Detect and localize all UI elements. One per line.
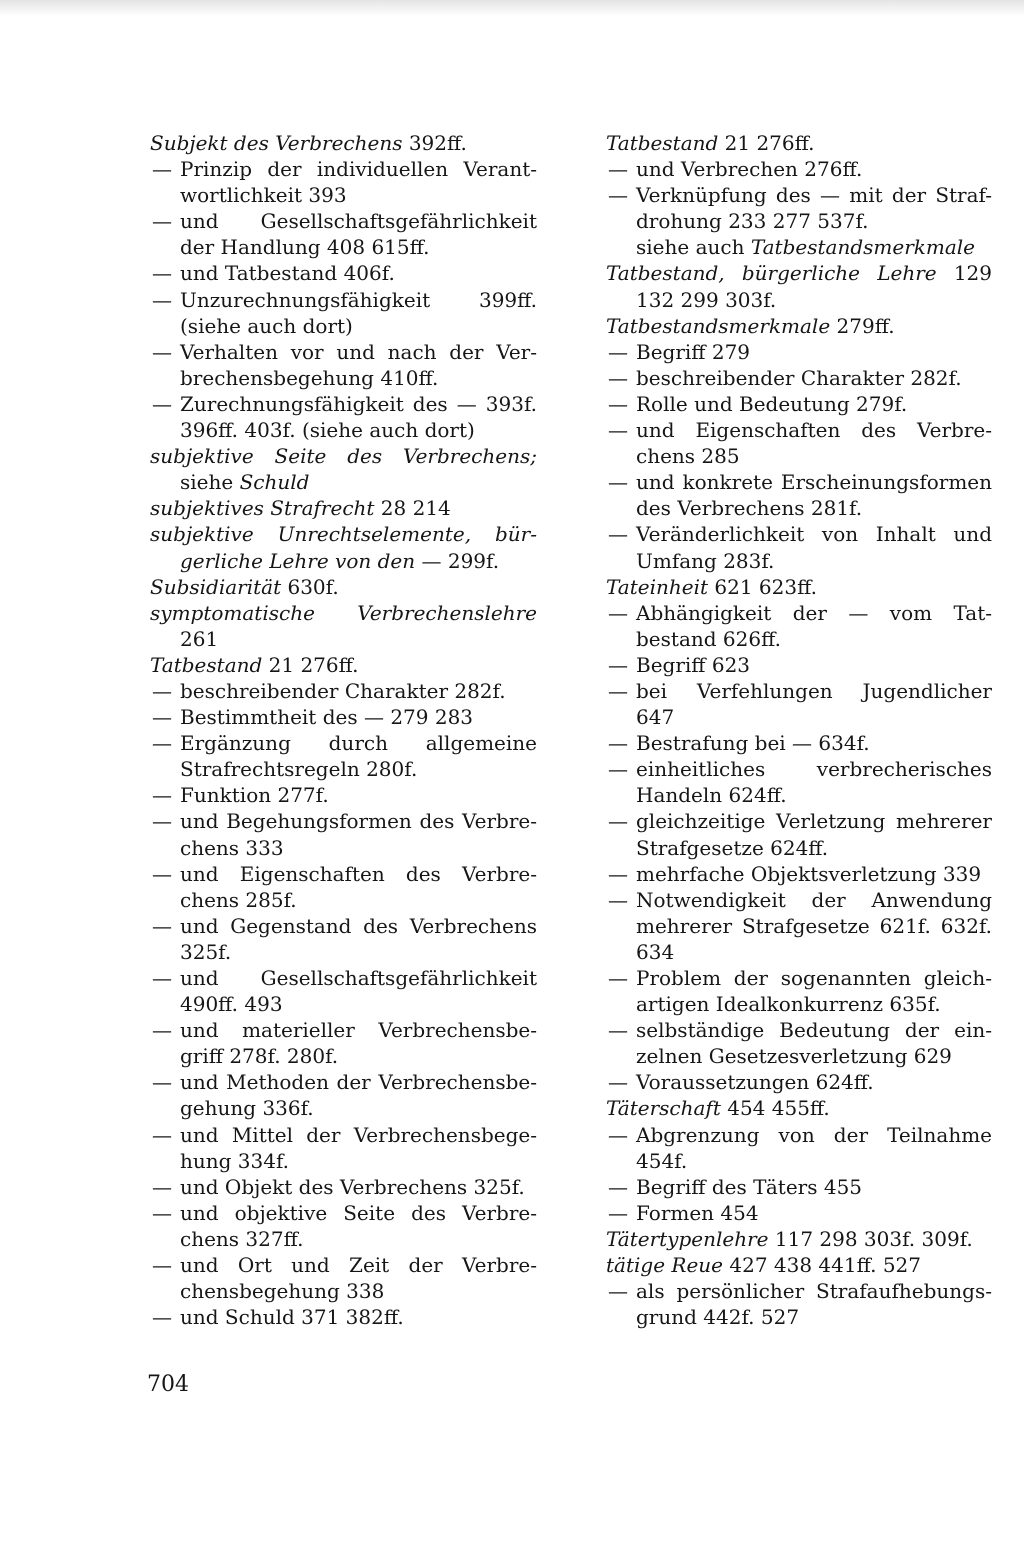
index-continuation-line	[606, 782, 992, 808]
index-subentry-line	[606, 600, 992, 626]
subentry-dash: —	[608, 365, 628, 390]
line-text	[150, 522, 537, 546]
index-term: Täterschaft	[606, 1096, 721, 1121]
index-continuation-line	[606, 1148, 992, 1174]
index-term: Tätertypenlehre	[606, 1226, 769, 1251]
index-entry-line	[150, 521, 537, 547]
index-continuation-line	[150, 313, 537, 339]
index-continuation-line	[150, 1148, 537, 1174]
index-see-also-line	[606, 234, 992, 260]
entry-text: grund 442f. 527	[636, 1305, 800, 1330]
subentry-dash: —	[152, 861, 172, 886]
index-continuation-line	[150, 1043, 537, 1069]
index-subentry-line	[150, 782, 537, 808]
entry-text: Ergänzung durch allgemeine	[180, 731, 537, 756]
index-subentry-line	[606, 521, 992, 547]
subentry-dash: —	[152, 705, 172, 730]
index-subentry-line	[150, 1017, 537, 1043]
subentry-dash: —	[152, 391, 172, 416]
index-subentry-line	[150, 1122, 537, 1148]
index-term: Tatbestand	[150, 652, 263, 677]
line-text	[606, 261, 992, 285]
line-text	[606, 575, 817, 599]
entry-text: Voraussetzungen 624ff.	[636, 1070, 874, 1095]
index-subentry-line	[606, 1122, 992, 1148]
line-text	[606, 1096, 830, 1120]
index-subentry-line	[150, 913, 537, 939]
subentry-dash: —	[608, 391, 628, 416]
line-text	[606, 1253, 921, 1277]
entry-text: und Mittel der Verbrechensbege-	[180, 1122, 537, 1147]
index-subentry-line	[606, 1069, 992, 1095]
index-term: subjektives Strafrecht	[150, 496, 375, 521]
entry-text: 454f.	[636, 1148, 688, 1173]
subentry-dash: —	[608, 1200, 628, 1225]
entry-text: und Ort und Zeit der Verbre-	[180, 1253, 537, 1278]
subentry-dash: —	[608, 757, 628, 782]
line-text	[150, 131, 467, 155]
entry-text: Begriff 279	[636, 339, 751, 364]
subentry-dash: —	[608, 418, 628, 443]
index-subentry-line	[606, 1017, 992, 1043]
line-text	[636, 235, 975, 259]
subentry-dash: —	[608, 1070, 628, 1095]
index-term: tätige Reue	[606, 1253, 724, 1278]
subentry-dash: —	[152, 809, 172, 834]
entry-text: 454 455ff.	[720, 1096, 830, 1121]
index-entry-line	[606, 1226, 992, 1252]
subentry-dash: —	[608, 157, 628, 182]
entry-text: Rolle und Bedeutung 279f.	[636, 391, 908, 416]
entry-text: chens 327ff.	[180, 1226, 304, 1251]
index-term: symptomatische Verbrechenslehre	[150, 600, 537, 625]
subentry-dash: —	[608, 339, 628, 364]
index-continuation-line	[606, 287, 992, 313]
index-subentry-line	[150, 287, 537, 313]
index-subentry-line	[150, 1200, 537, 1226]
index-term: Tatbestandsmerkmale	[606, 313, 831, 338]
entry-text: 325f.	[180, 939, 232, 964]
entry-text: 261	[180, 626, 219, 651]
entry-text: Veränderlichkeit von Inhalt und	[636, 522, 992, 547]
entry-text: mehrfache Objektsverletzung 339	[636, 861, 982, 886]
entry-text: 634	[636, 939, 675, 964]
entry-text: und Methoden der Verbrechensbe-	[180, 1070, 537, 1095]
line-text	[606, 1227, 973, 1251]
line-text	[150, 496, 451, 520]
entry-text: gleichzeitige Verletzung mehrerer	[636, 809, 992, 834]
index-subentry-line	[606, 678, 992, 704]
index-subentry-line	[150, 1304, 537, 1330]
subentry-dash: —	[608, 600, 628, 625]
index-term: subjektive Unrechtselemente, bür-	[150, 522, 537, 547]
index-subentry-line	[150, 1252, 537, 1278]
index-subentry-line	[150, 704, 537, 730]
entry-text: einheitliches verbrecherisches	[636, 757, 992, 782]
entry-text: 630f.	[281, 574, 339, 599]
subentry-dash: —	[608, 809, 628, 834]
index-subentry-line	[150, 260, 537, 286]
index-subentry-line	[606, 861, 992, 887]
entry-text: 21 276ff.	[262, 652, 359, 677]
entry-text: chens 333	[180, 835, 284, 860]
entry-text: Verknüpfung des — mit der Straf-	[636, 183, 992, 208]
entry-text: siehe	[180, 470, 240, 495]
entry-text: und Gegenstand des Verbrechens	[180, 913, 537, 938]
entry-text: und Begehungsformen des Verbre-	[180, 809, 537, 834]
entry-text: 490ff. 493	[180, 992, 283, 1017]
subentry-dash: —	[152, 966, 172, 990]
index-subentry-line	[150, 391, 537, 417]
subentry-dash: —	[608, 731, 628, 756]
scan-edge	[0, 0, 1024, 16]
index-subentry-line	[150, 1069, 537, 1095]
index-term: gerliche Lehre von den	[180, 548, 416, 573]
entry-text: 132 299 303f.	[636, 287, 777, 312]
subentry-dash: —	[608, 1279, 628, 1304]
entry-text: und Eigenschaften des Verbre-	[636, 418, 992, 443]
index-continuation-line	[606, 835, 992, 861]
index-subentry-line	[606, 365, 992, 391]
index-subentry-line	[606, 1174, 992, 1200]
index-continuation-line	[150, 1095, 537, 1121]
entry-text: Bestrafung bei — 634f.	[636, 731, 870, 756]
entry-text: und Gesellschaftsgefährlichkeit	[180, 209, 537, 234]
index-entry-line	[150, 600, 537, 626]
index-subentry-line	[606, 887, 992, 913]
index-entry-line	[606, 1252, 992, 1278]
entry-text: griff 278f. 280f.	[180, 1044, 339, 1069]
index-subentry-line	[606, 808, 992, 834]
entry-text: Handeln 624ff.	[636, 783, 787, 808]
index-entry-line	[606, 1095, 992, 1121]
subentry-dash: —	[152, 783, 172, 808]
entry-text: hung 334f.	[180, 1148, 290, 1173]
index-entry-line	[606, 313, 992, 339]
entry-text: und konkrete Erscheinungsformen	[636, 470, 992, 495]
index-continuation-line	[150, 991, 537, 1017]
entry-text: 28 214	[374, 496, 451, 521]
index-continuation-line	[150, 234, 537, 260]
index-subentry-line	[606, 156, 992, 182]
entry-text: 427 438 441ff. 527	[723, 1253, 921, 1278]
entry-text: Begriff 623	[636, 652, 751, 677]
entry-text: des Verbrechens 281f.	[636, 496, 863, 521]
index-term: Tatbestand, bürgerliche Lehre	[606, 261, 937, 286]
entry-text: Abhängigkeit der — vom Tat-	[636, 600, 992, 625]
index-subentry-line	[150, 861, 537, 887]
line-text	[180, 549, 499, 573]
index-subentry-line	[606, 1200, 992, 1226]
entry-text: Formen 454	[636, 1200, 759, 1225]
entry-text: und materieller Verbrechensbe-	[180, 1018, 537, 1043]
entry-text: 647	[636, 705, 675, 730]
subentry-dash: —	[608, 470, 628, 495]
subentry-dash: —	[152, 287, 172, 312]
entry-text: Bestimmtheit des — 279 283	[180, 705, 474, 730]
entry-text: Notwendigkeit der Anwendung	[636, 887, 992, 912]
subentry-dash: —	[152, 1305, 172, 1330]
index-continuation-line	[150, 417, 537, 443]
subentry-dash: —	[152, 913, 172, 938]
index-continuation-line	[606, 1043, 992, 1069]
line-text	[150, 653, 359, 677]
index-continuation-line	[150, 887, 537, 913]
index-subentry-line	[150, 156, 537, 182]
index-continuation-line	[606, 1304, 992, 1330]
index-entry-line	[606, 574, 992, 600]
index-subentry-line	[150, 339, 537, 365]
index-continuation-line	[606, 991, 992, 1017]
entry-text: gehung 336f.	[180, 1096, 314, 1121]
entry-text: und Eigenschaften des Verbre-	[180, 861, 537, 886]
entry-text: 279ff.	[830, 313, 895, 338]
entry-text: Funktion 277f.	[180, 783, 329, 808]
index-continuation-line	[606, 939, 992, 965]
index-continuation-line	[150, 469, 537, 495]
index-subentry-line	[150, 1174, 537, 1200]
index-entry-line	[150, 652, 537, 678]
entry-text: bestand 626ff.	[636, 626, 781, 651]
index-entry-line	[150, 495, 537, 521]
subentry-dash: —	[152, 1018, 172, 1043]
subentry-dash: —	[152, 339, 172, 364]
entry-text: der Handlung 408 615ff.	[180, 235, 430, 260]
subentry-dash: —	[152, 157, 172, 182]
index-subentry-line	[150, 678, 537, 704]
index-subentry-line	[150, 208, 537, 234]
index-term: Subjekt des Verbrechens	[150, 131, 403, 155]
entry-text: 21 276ff.	[718, 131, 815, 155]
entry-text: als persönlicher Strafaufhebungs-	[636, 1279, 992, 1304]
subentry-dash: —	[152, 209, 172, 234]
entry-text: und Verbrechen 276ff.	[636, 157, 863, 182]
line-text	[180, 470, 309, 494]
index-subentry-line	[606, 965, 992, 991]
index-continuation-line	[150, 548, 537, 574]
entry-text: drohung 233 277 537f.	[636, 209, 869, 234]
entry-text: selbständige Bedeutung der ein-	[636, 1018, 992, 1043]
index-continuation-line	[150, 835, 537, 861]
entry-text: Zurechnungsfähigkeit des — 393f.	[180, 391, 537, 416]
entry-text: Strafgesetze 624ff.	[636, 835, 829, 860]
entry-text: Umfang 283f.	[636, 548, 775, 573]
subentry-dash: —	[152, 1253, 172, 1278]
entry-text: zelnen Gesetzesverletzung 629	[636, 1044, 952, 1069]
index-term: Schuld	[239, 470, 310, 495]
index-continuation-line	[150, 182, 537, 208]
entry-text: Abgrenzung von der Teilnahme	[636, 1122, 992, 1147]
index-continuation-line	[150, 365, 537, 391]
entry-text: beschreibender Charakter 282f.	[180, 678, 506, 703]
entry-text: wortlichkeit 393	[180, 183, 347, 208]
index-term: Tatbestandsmerkmale	[750, 235, 975, 260]
subentry-dash: —	[608, 522, 628, 547]
entry-text: (siehe auch dort)	[180, 313, 353, 338]
index-subentry-line	[606, 417, 992, 443]
index-continuation-line	[606, 495, 992, 521]
index-subentry-line	[606, 391, 992, 417]
entry-text: bei Verfehlungen Jugendlicher	[636, 678, 992, 703]
entry-text: 621 623ff.	[708, 574, 817, 599]
entry-text: siehe auch	[636, 235, 751, 260]
index-continuation-line	[150, 756, 537, 782]
entry-text: mehrerer Strafgesetze 621f. 632f.	[636, 913, 992, 938]
subentry-dash: —	[152, 1174, 172, 1199]
line-text	[606, 131, 815, 155]
index-subentry-line	[606, 339, 992, 365]
index-continuation-line	[606, 548, 992, 574]
right-column	[606, 130, 992, 1330]
entry-text: chens 285	[636, 444, 740, 469]
subentry-dash: —	[152, 1070, 172, 1095]
subentry-dash: —	[152, 678, 172, 703]
entry-text: beschreibender Charakter 282f.	[636, 365, 962, 390]
entry-text: und Schuld 371 382ff.	[180, 1305, 404, 1330]
subentry-dash: —	[608, 1018, 628, 1043]
index-continuation-line	[606, 626, 992, 652]
entry-text: Prinzip der individuellen Verant-	[180, 157, 537, 182]
index-entry-line	[150, 574, 537, 600]
subentry-dash: —	[152, 1122, 172, 1147]
index-subentry-line	[606, 730, 992, 756]
entry-text: Begriff des Täters 455	[636, 1174, 863, 1199]
subentry-dash: —	[152, 731, 172, 756]
index-term: Tatbestand	[606, 131, 719, 155]
entry-text: artigen Idealkonkurrenz 635f.	[636, 992, 941, 1017]
entry-text: Verhalten vor und nach der Ver-	[180, 339, 537, 364]
index-term: Tateinheit	[606, 574, 709, 599]
line-text	[150, 601, 537, 625]
index-entry-line	[150, 130, 537, 156]
subentry-dash: —	[608, 887, 628, 912]
left-column	[150, 130, 537, 1330]
index-entry-line	[606, 260, 992, 286]
index-subentry-line	[150, 808, 537, 834]
subentry-dash: —	[608, 1122, 628, 1147]
entry-text: brechensbegehung 410ff.	[180, 365, 439, 390]
line-text	[150, 444, 537, 468]
entry-text: und objektive Seite des Verbre-	[180, 1200, 537, 1225]
index-subentry-line	[606, 652, 992, 678]
entry-text: chens 285f.	[180, 887, 297, 912]
index-continuation-line	[150, 939, 537, 965]
index-subentry-line	[606, 756, 992, 782]
line-text	[150, 575, 339, 599]
entry-text: Unzurechnungsfähigkeit 399ff.	[180, 287, 537, 312]
entry-text: und Tatbestand 406f.	[180, 261, 395, 286]
subentry-dash: —	[608, 966, 628, 990]
index-subentry-line	[150, 965, 537, 991]
index-continuation-line	[606, 704, 992, 730]
entry-text: Strafrechtsregeln 280f.	[180, 757, 418, 782]
entry-text: Problem der sogenannten gleich-	[636, 966, 992, 990]
entry-text: 117 298 303f. 309f.	[768, 1226, 973, 1251]
subentry-dash: —	[152, 261, 172, 286]
index-continuation-line	[606, 208, 992, 234]
index-term: Subsidiarität	[150, 574, 282, 599]
entry-text: — 299f.	[415, 548, 500, 573]
subentry-dash: —	[608, 183, 628, 208]
index-continuation-line	[150, 626, 537, 652]
index-continuation-line	[606, 443, 992, 469]
index-entry-line	[150, 443, 537, 469]
entry-text: und Objekt des Verbrechens 325f.	[180, 1174, 525, 1199]
index-subentry-line	[606, 469, 992, 495]
index-subentry-line	[606, 182, 992, 208]
subentry-dash: —	[152, 1200, 172, 1225]
index-continuation-line	[150, 1278, 537, 1304]
entry-text: 392ff.	[402, 131, 467, 155]
index-term: subjektive Seite des Verbrechens;	[150, 444, 537, 469]
index-continuation-line	[150, 1226, 537, 1252]
subentry-dash: —	[608, 652, 628, 677]
subentry-dash: —	[608, 678, 628, 703]
page-number: 704	[147, 1372, 189, 1397]
line-text	[606, 314, 895, 338]
subentry-dash: —	[608, 1174, 628, 1199]
subentry-dash: —	[608, 861, 628, 886]
entry-text: und Gesellschaftsgefährlichkeit	[180, 966, 537, 990]
index-subentry-line	[606, 1278, 992, 1304]
entry-text: 129	[936, 261, 993, 286]
index-entry-line	[606, 130, 992, 156]
index-subentry-line	[150, 730, 537, 756]
entry-text: 396ff. 403f. (siehe auch dort)	[180, 418, 475, 443]
entry-text: chensbegehung 338	[180, 1279, 385, 1304]
index-continuation-line	[606, 913, 992, 939]
